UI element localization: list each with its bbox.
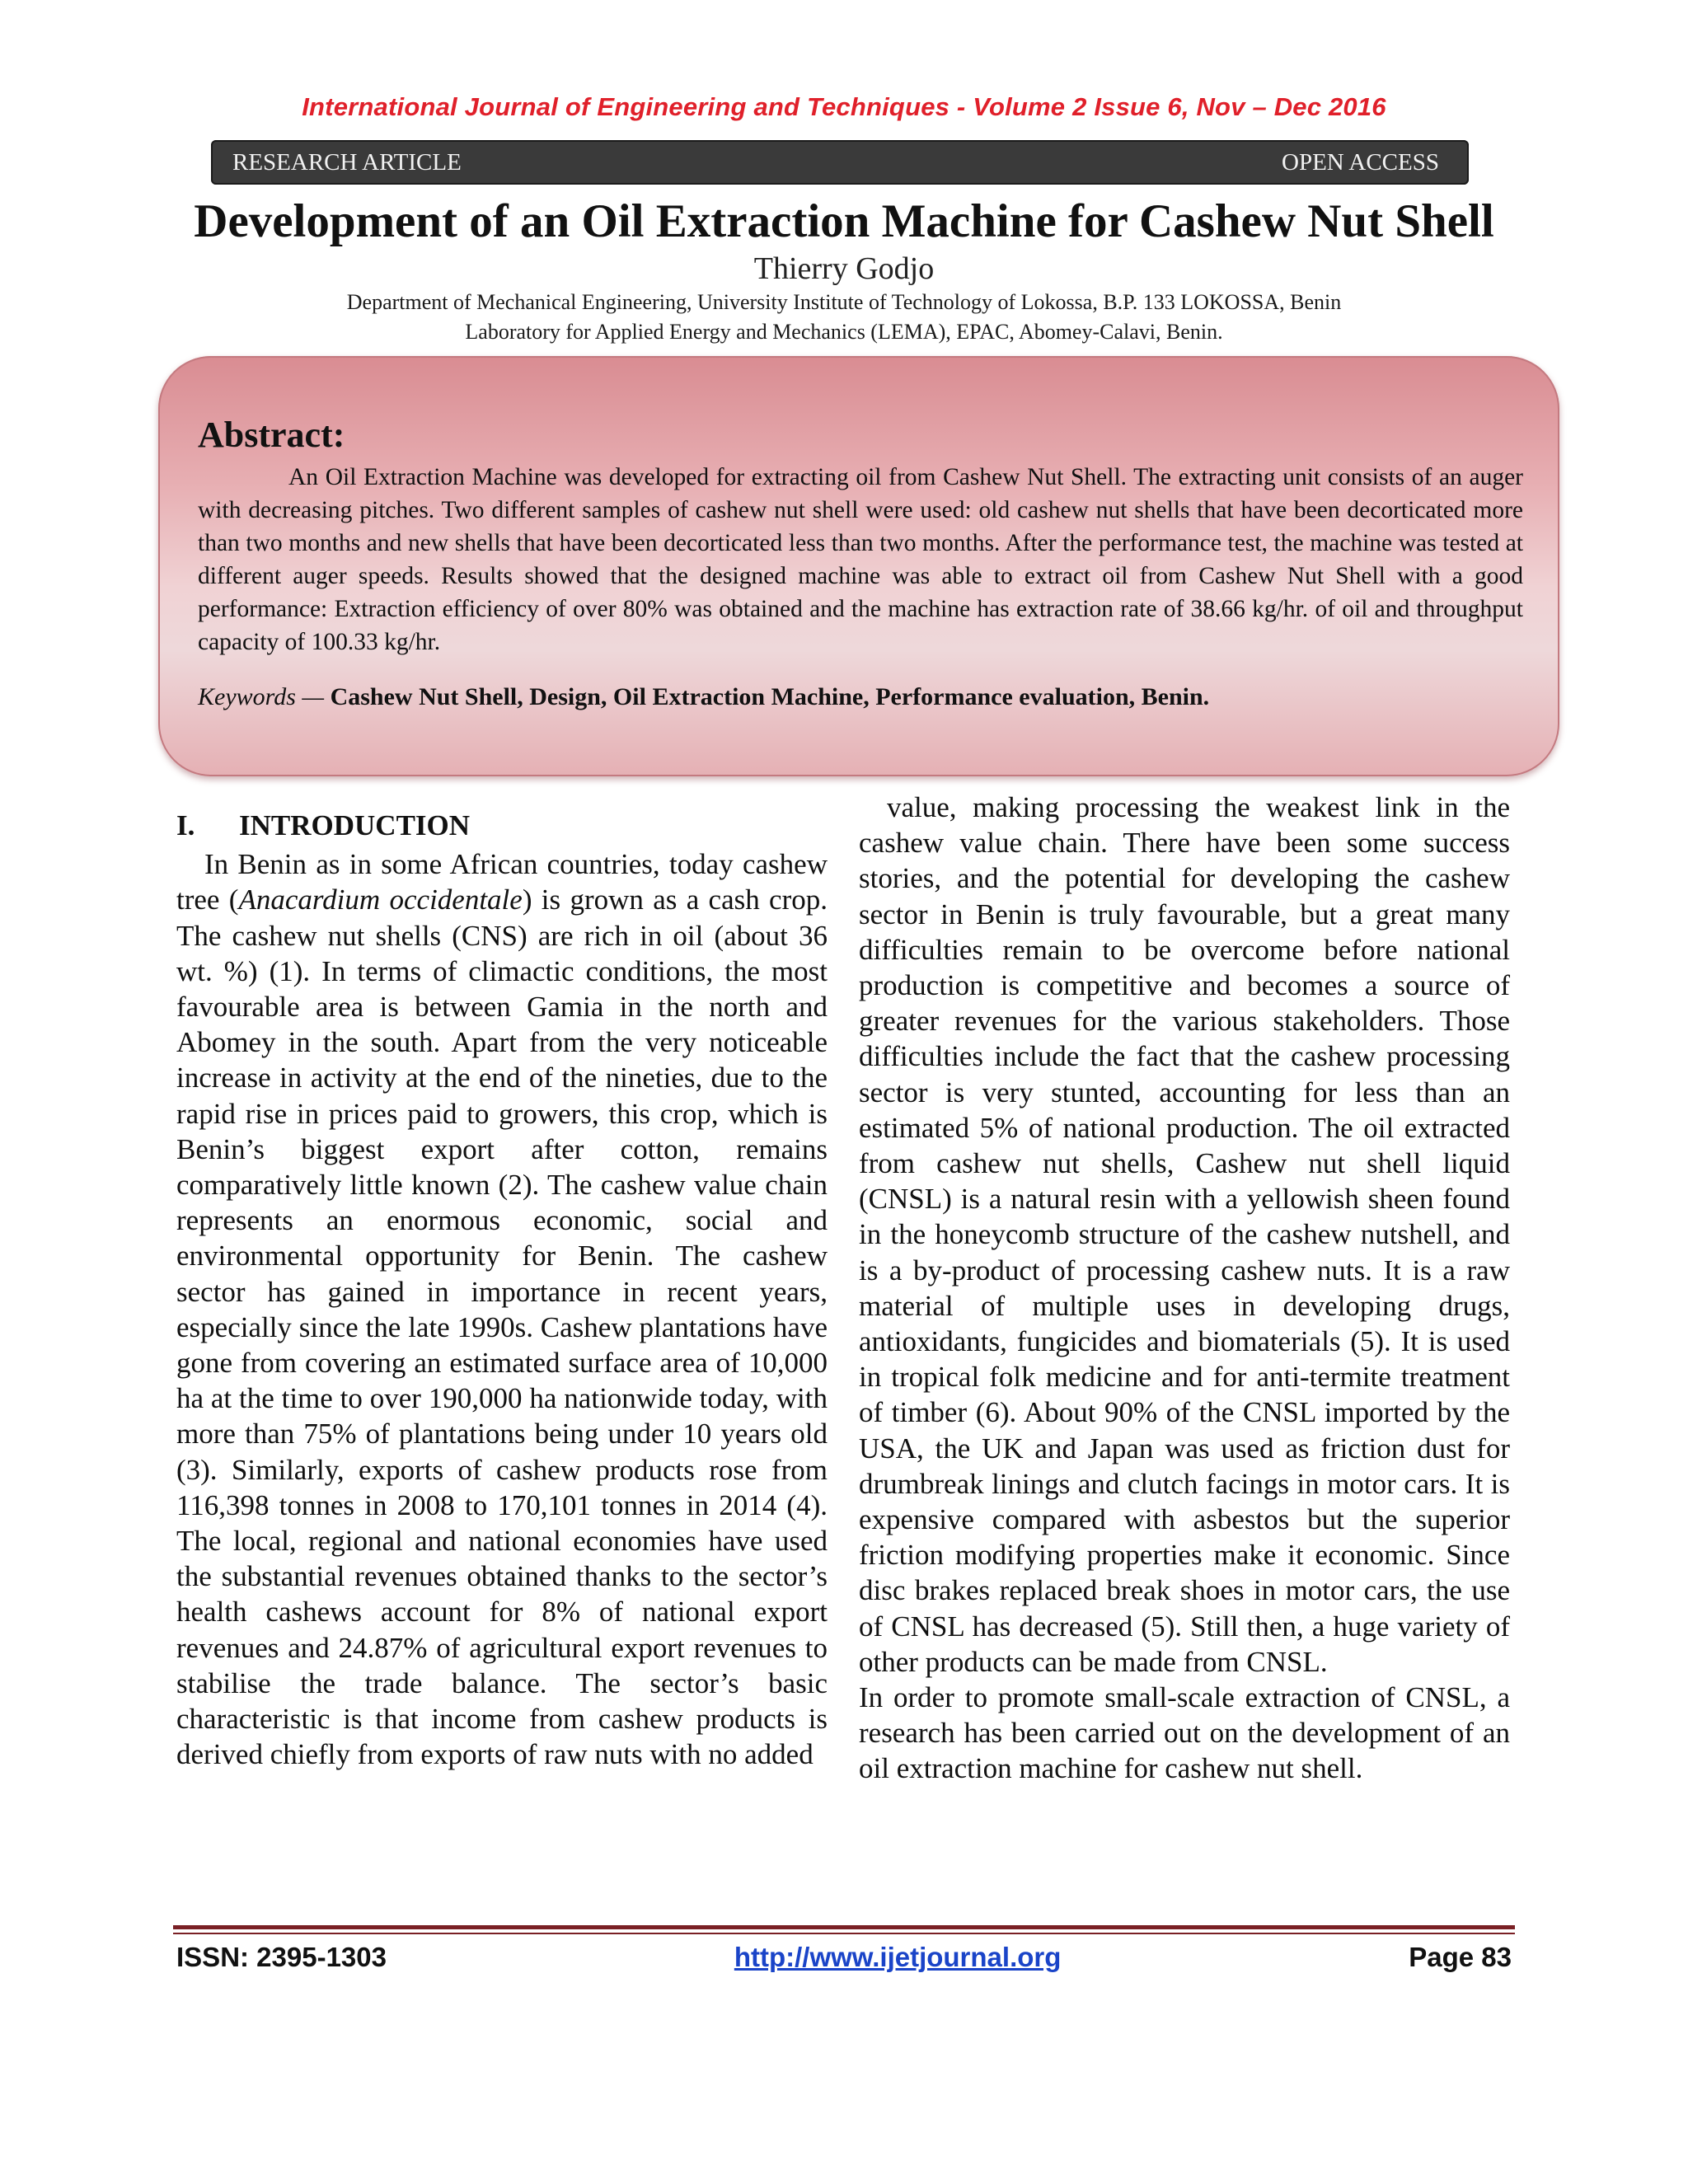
abstract-text: An Oil Extraction Machine was developed for extracting oil from Cashew Nut Shell. The extracting unit consists of an auger with decreasing pitches. Two different samples of cashew nut shell were used: old cashew nut shells that have been decorticated more than two months and new shells that have been decorticated less than two months. After the performance test, the machine was tested at different auger speeds. Results showed that the designed machine was able to extract oil from Cashew Nut Shell with a good performance: Extraction efficiency of over 80% was obtained and the machine has extraction rate of 38.66 kg/hr. of oil and throughput capacity of 100.33 kg/hr. <box>198 464 1523 655</box>
issn: ISSN: 2395-1303 <box>176 1942 387 1972</box>
section-title: INTRODUCTION <box>239 809 471 841</box>
section-heading-introduction <box>176 808 828 843</box>
section-number: I. <box>176 809 195 841</box>
intro-paragraph-2: value, making processing the weakest link in the cashew value chain. There have been some success stories, and the potential for developing the cashew sector in Benin is truly favourable, but a great many difficulties remain to be overcome before national production is competitive and becomes a source of greater revenues for the various stakeholders. Those difficulties include the fact that the cashew processing sector is very stunted, accounting for less than an estimated 5% of national production. The oil extracted from cashew nut shells, Cashew nut shell liquid (CNSL) is a natural resin with a yellowish sheen found in the honeycomb structure of the cashew nutshell, and is a by-product of processing cashew nuts. It is a raw material of multiple uses in developing drugs, antioxidants, fungicides and biomaterials (5). It is used in tropical folk medicine and for anti-termite treatment of timber (6). About 90% of the CNSL imported by the USA, the UK and Japan was used as friction dust for drumbreak linings and clutch facings in motor cars. It is expensive compared with asbestos but the superior friction modifying properties make it economic. Since disc brakes replaced break shoes in motor cars, the use of CNSL has decreased (5). Still then, a huge variety of other products can be made from CNSL. <box>859 791 1510 1678</box>
footer-rule <box>173 1925 1515 1929</box>
intro-p1-part-b: ) is grown as a cash crop. The cashew nut shells (CNS) are rich in oil (about 36 wt. %) (1). In terms of climactic conditions, the most favourable area is between Gamia in the north and Abomey in the south. Apart from the very noticeable increase in activity at the end of the nineties, due to the rapid rise in prices paid to growers, this crop, which is Benin’s biggest export after cotton, remains comparatively little known (2). The cashew value chain represents an enormous economic, social and environmental opportunity for Benin. The cashew sector has gained in importance in recent years, especially since the late 1990s. Cashew plantations have gone from covering an estimated surface area of 10,000 ha at the time to over 190,000 ha nationwide today, with more than 75% of plantations being under 10 years old (3). Similarly, exports of cashew products rose from 116,398 tonnes in 2008 to 170,101 tonnes in 2014 (4). The local, regional and national economies have used the substantial revenues obtained thanks to the sector’s health cashews account for 8% of national export revenues and 24.87% of agricultural export revenues to stabilise the trade balance. The sector’s basic characteristic is that income from cashew products is derived chiefly from exports of raw nuts with no added <box>176 883 828 1771</box>
right-column <box>859 790 1510 1787</box>
abstract-heading: Abstract: <box>198 415 345 455</box>
species-name: Anacardium occidentale <box>238 883 523 916</box>
abstract-box <box>158 356 1559 776</box>
intro-paragraph-3: In order to promote small-scale extraction of CNSL, a research has been carried out on the development of an oil extraction machine for cashew nut shell. <box>859 1681 1510 1785</box>
affiliation-2: Laboratory for Applied Energy and Mechanics (LEMA), EPAC, Abomey-Calavi, Benin. <box>465 320 1223 344</box>
author-name: Thierry Godjo <box>753 251 935 286</box>
footer-rule-thin <box>173 1933 1515 1934</box>
journal-header: International Journal of Engineering and Techniques - Volume 2 Issue 6, Nov – Dec 2016 <box>302 92 1386 121</box>
open-access-label: OPEN ACCESS <box>1282 148 1439 176</box>
journal-url-link[interactable]: http://www.ijetjournal.org <box>734 1942 1062 1972</box>
keywords <box>198 683 1523 711</box>
page-footer <box>176 1942 1512 1973</box>
article-type-bar <box>211 140 1469 185</box>
page-number: Page 83 <box>1409 1942 1512 1972</box>
intro-p1-part-a: In Benin as in some African countries, today cashew tree ( <box>176 848 828 916</box>
intro-paragraph-1 <box>176 846 828 1772</box>
affiliation-1: Department of Mechanical Engineering, University Institute of Technology of Lokossa, B.P. 133 LOKOSSA, Benin <box>346 290 1342 314</box>
paper-title: Development of an Oil Extraction Machine for Cashew Nut Shell <box>194 195 1494 247</box>
keywords-label: Keywords — <box>198 683 325 710</box>
article-type-label: RESEARCH ARTICLE <box>232 148 462 176</box>
left-column <box>176 790 828 1772</box>
keywords-values: Cashew Nut Shell, Design, Oil Extraction Machine, Performance evaluation, Benin. <box>330 683 1210 710</box>
